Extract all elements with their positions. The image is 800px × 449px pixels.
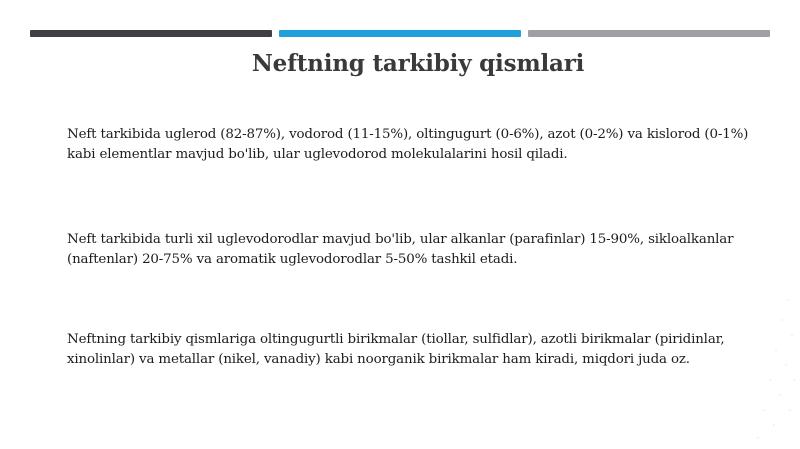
header-bar-gray [528,30,770,37]
header-bar-dark [30,30,272,37]
decorative-dot-pattern [740,0,800,449]
paragraph-hydrocarbons: Neft tarkibida turli xil uglevodorodlar mavjud bo'lib, ular alkanlar (parafinlar) 15-90%, sikloalkanlar (naftenlar) 20-75% va aromatik uglevodorodlar 5-50% tashkil etadi. [67,232,734,267]
header-bar-blue [279,30,521,37]
slide-title: Neftning tarkibiy qismlari [251,50,585,77]
paragraph-elements: Neft tarkibida uglerod (82-87%), vodorod (11-15%), oltingugurt (0-6%), azot (0-2%) va kislorod (0-1%) kabi elementlar mavjud bo'lib, ular uglevodorod molekulalarini hosil qiladi. [67,127,749,162]
paragraph-inorganic: Neftning tarkibiy qismlariga oltingugurtli birikmalar (tiollar, sulfidlar), azotli birikmalar (piridinlar, xinolinlar) va metallar (nikel, vanadiy) kabi noorganik birikmalar ham kiradi, miqdori juda oz. [67,332,725,367]
